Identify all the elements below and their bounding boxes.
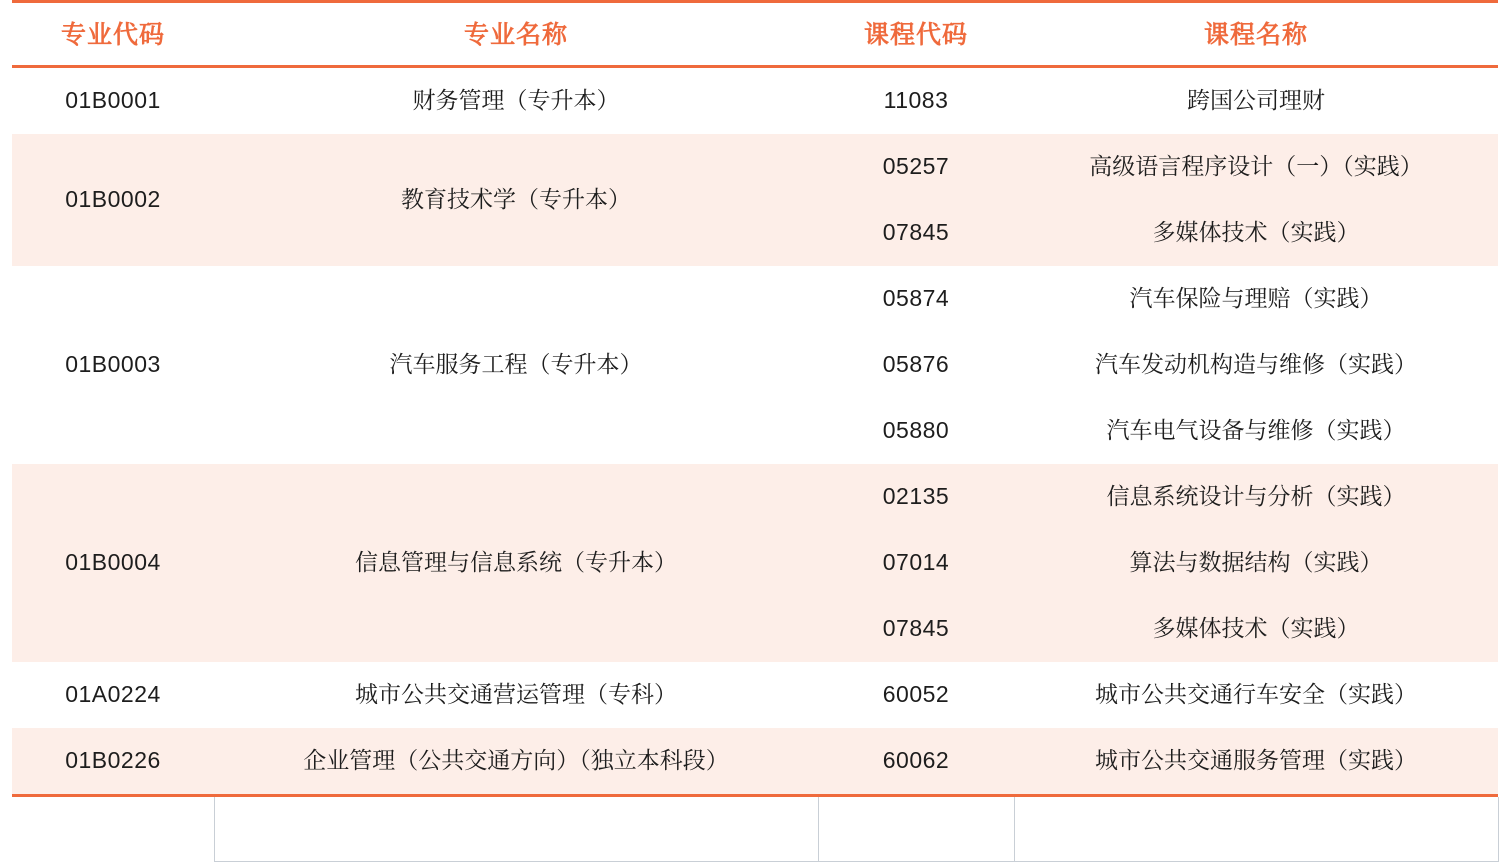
cell-major-name: 企业管理（公共交通方向）（独立本科段）	[214, 728, 818, 794]
cell-course-code: 07014	[818, 530, 1014, 596]
table-row	[12, 134, 1498, 200]
cell-course-code: 11083	[818, 67, 1014, 135]
table-row	[12, 464, 1498, 530]
cell-course-name: 城市公共交通行车安全（实践）	[1014, 662, 1498, 728]
column-header-course-name: 课程名称	[1014, 2, 1498, 67]
course-table	[12, 0, 1498, 794]
column-header-major-name: 专业名称	[214, 2, 818, 67]
cell-major-code	[12, 797, 214, 862]
cell-course-name: 汽车保险与理赔（实践）	[1014, 266, 1498, 332]
cell-major-code: 01B0002	[12, 134, 214, 266]
cell-course-name: 算法与数据结构（实践）	[1014, 530, 1498, 596]
cell-major-name: 财务管理（专升本）	[214, 67, 818, 135]
cell-major-code: 01B0004	[12, 464, 214, 662]
table-row	[12, 728, 1498, 794]
cell-course-name: 信息系统设计与分析（实践）	[1014, 464, 1498, 530]
cell-course-name: 汽车发动机构造与维修（实践）	[1014, 332, 1498, 398]
cell-course-name: 高级语言程序设计（一）（实践）	[1014, 134, 1498, 200]
cell-major-code: 01B0226	[12, 728, 214, 794]
cell-course-code: 05880	[818, 398, 1014, 464]
table-body	[12, 67, 1498, 795]
cell-course-code: 02135	[818, 464, 1014, 530]
cell-major-code: 01B0003	[12, 266, 214, 464]
cell-major-name: 汽车服务工程（专升本）	[214, 266, 818, 464]
cell-course-name: 多媒体技术（实践）	[1014, 596, 1498, 662]
cell-major-code: 01B0001	[12, 67, 214, 135]
cell-course-name: 跨国公司理财	[1014, 67, 1498, 135]
footer-blank-grid	[12, 797, 1499, 862]
cell-course-code: 07845	[818, 596, 1014, 662]
cell-course-name: 城市公共交通服务管理（实践）	[1014, 728, 1498, 794]
cell-course-code	[818, 797, 1014, 862]
table-row	[12, 797, 1498, 862]
cell-major-name: 教育技术学（专升本）	[214, 134, 818, 266]
cell-course-code: 07845	[818, 200, 1014, 266]
cell-major-name: 城市公共交通营运管理（专科）	[214, 662, 818, 728]
table-header	[12, 2, 1498, 67]
cell-major-name	[214, 797, 818, 862]
table-row	[12, 662, 1498, 728]
column-header-major-code: 专业代码	[12, 2, 214, 67]
cell-course-code: 05876	[818, 332, 1014, 398]
table-row	[12, 266, 1498, 332]
cell-major-name: 信息管理与信息系统（专升本）	[214, 464, 818, 662]
cell-major-code: 01A0224	[12, 662, 214, 728]
cell-course-code: 60052	[818, 662, 1014, 728]
cell-course-code: 05874	[818, 266, 1014, 332]
cell-course-name: 多媒体技术（实践）	[1014, 200, 1498, 266]
table-row	[12, 67, 1498, 135]
table-header-row	[12, 2, 1498, 67]
cell-course-code: 05257	[818, 134, 1014, 200]
cell-course-name: 汽车电气设备与维修（实践）	[1014, 398, 1498, 464]
cell-course-code: 60062	[818, 728, 1014, 794]
column-header-course-code: 课程代码	[818, 2, 1014, 67]
cell-course-name	[1014, 797, 1498, 862]
